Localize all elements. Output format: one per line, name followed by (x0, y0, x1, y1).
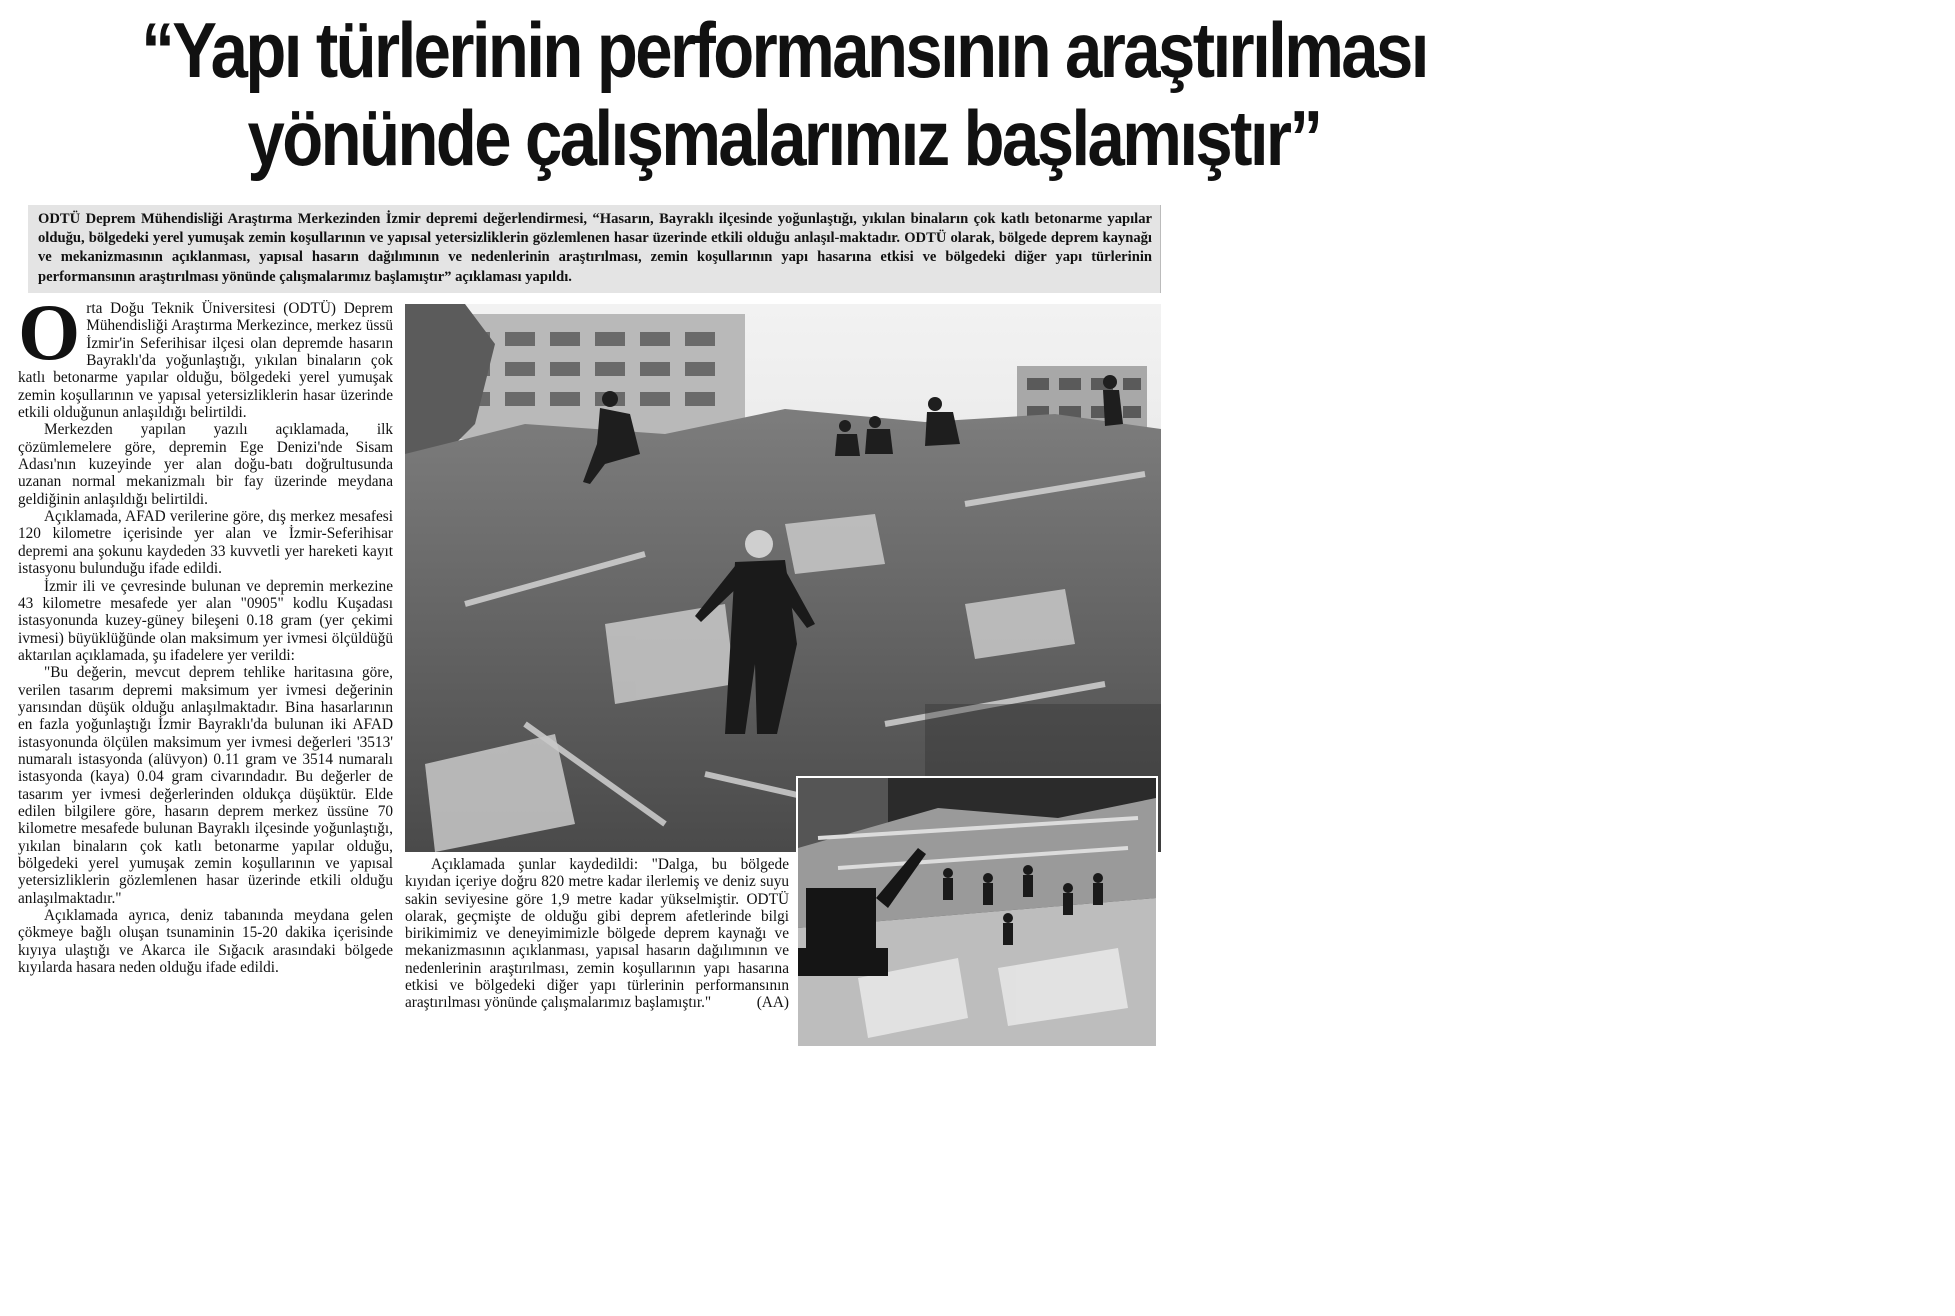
agency-credit: (AA) (756, 994, 789, 1012)
body-paragraph-2: Merkezden yapılan yazılı açıklamada, ilk çözümlemelere göre, depremin Ege Denizi'nde Sisam Adası'nın kuzeyinde yer alan doğu-batı doğrultusunda uzanan normal mekanizmalı bir fay üzerinde meydana geldiğinin anlaşıldığı belirtildi. (18, 421, 393, 508)
body-paragraph-4: İzmir ili ve çevresinde bulunan ve depremin merkezine 43 kilometre mesafede yer alan "0905" kodlu Kuşadası istasyonunda kuzey-güney bileşeni 0.18 gram (yer çekimi ivmesi) büyüklüğünde olan maksimum yer ivmesi ölçüldüğü aktarılan açıklamada, şu ifadelere yer verildi: (18, 577, 393, 664)
lead-paragraph: ODTÜ Deprem Mühendisliği Araştırma Merkezinden İzmir depremi değerlendirmesi, “Hasarın, Bayraklı ilçesinde yoğunlaştığı, yıkılan binaların çok katlı betonarme yapılar olduğu, bölgedeki yerel yumuşak zemin koşullarının ve yapısal yetersizliklerin gözlemlenen hasar üzerinde etkili olduğu anlaşıl-maktadır. ODTÜ olarak, bölgede deprem kaynağı ve mekanizmasının açıklanması, yapısal hasarın dağılımının ve nedenlerinin araştırılması, zemin koşullarının yapı hasarına etkisi ve bölgedeki diğer yapı türlerinin performansının araştırılması yönünde çalışmalarımız başlamıştır” açıklaması yapıldı. (28, 205, 1161, 293)
main-rubble-photo (405, 304, 1161, 852)
body-paragraph-1 (18, 300, 393, 421)
headline (118, 6, 1449, 182)
night-rescue-photo (796, 776, 1158, 1048)
continuation-paragraph (405, 856, 789, 1012)
article-body-column (18, 300, 393, 1050)
headline-line-2: yönünde çalışmalarımız başlamıştır” (247, 94, 1321, 182)
headline-line-1: “Yapı türlerinin performansının araştırılması (141, 6, 1427, 94)
continuation-text: Açıklamada şunlar kaydedildi: "Dalga, bu bölgede kıyıdan içeriye doğru 820 metre kadar ilerlemiş ve deniz suyu sakin seviyesine göre 1,9 metre kadar yükselmiştir. ODTÜ olarak, geçmişte de olduğu gibi deprem afetlerinde bilgi birikimimiz ve deneyimimizle bölgede deprem kaynağı ve mekanizmasının açıklanması, yapısal hasarın dağılımının ve nedenlerinin araştırılması, zemin koşullarının yapı hasarına etkisi ve bölgedeki diğer yapı türlerinin performansının araştırılması yönünde çalışmalarımız başlamıştır." (405, 856, 789, 1012)
body-paragraph-5: "Bu değerin, mevcut deprem tehlike haritasına göre, verilen tasarım depremi maksimum yer ivmesi değerinin yarısından düşük olduğu anlaşılmaktadır. Bina hasarlarının en fazla yoğunlaştığı İzmir Bayraklı'da bulunan iki AFAD istasyonunda ölçülen maksimum yer ivmesi değerleri '3513' numaralı istasyonda (alüvyon) 0.11 gram ve 3514 numaralı istasyonda (kaya) 0.04 gram civarındadır. Bu değerler de tasarım yer ivmesi değerlerinden oldukça düşüktür. Elde edilen bilgilere göre, hasarın deprem merkez üssüne 70 kilometre mesafede bulunan Bayraklı ilçesinde yoğunlaştığı, yıkılan binaların çok katlı betonarme yapılar olduğu, bölgedeki yerel yumuşak zemin koşullarının ve yapısal yetersizliklerin gözlemlenen hasar üzerinde etkili olduğu anlaşılmaktadır." (18, 664, 393, 907)
dropcap: O (18, 300, 81, 377)
body-paragraph-1-text: rta Doğu Teknik Üniversitesi (ODTÜ) Deprem Mühendisliği Araştırma Merkezince, merkez üssü İzmir'in Seferihisar ilçesi olan depremde hasarın Bayraklı'da yoğunlaştığı, yıkılan binaların çok katlı betonarme yapılar olduğu, bölgedeki yerel yumuşak zemin koşullarının ve yapısal yetersizliklerin hasar üzerinde etkili olduğunun anlaşıldığı belirtildi. (18, 300, 393, 422)
body-paragraph-3: Açıklamada, AFAD verilerine göre, dış merkez mesafesi 120 kilometre içerisinde yer alan ve İzmir-Seferihisar depremi ana şokunu kaydeden 33 kuvvetli yer hareketi kayıt istasyonu bulunduğu ifade edildi. (18, 508, 393, 578)
body-paragraph-6: Açıklamada ayrıca, deniz tabanında meydana gelen çökmeye bağlı oluşan tsunaminin 15-20 dakika içerisinde kıyıya ulaştığı ve Akarca ile Sığacık arasındaki bölgede kıyılarda hasara neden olduğu ifade edildi. (18, 907, 393, 977)
article-continuation-column (405, 856, 789, 1046)
